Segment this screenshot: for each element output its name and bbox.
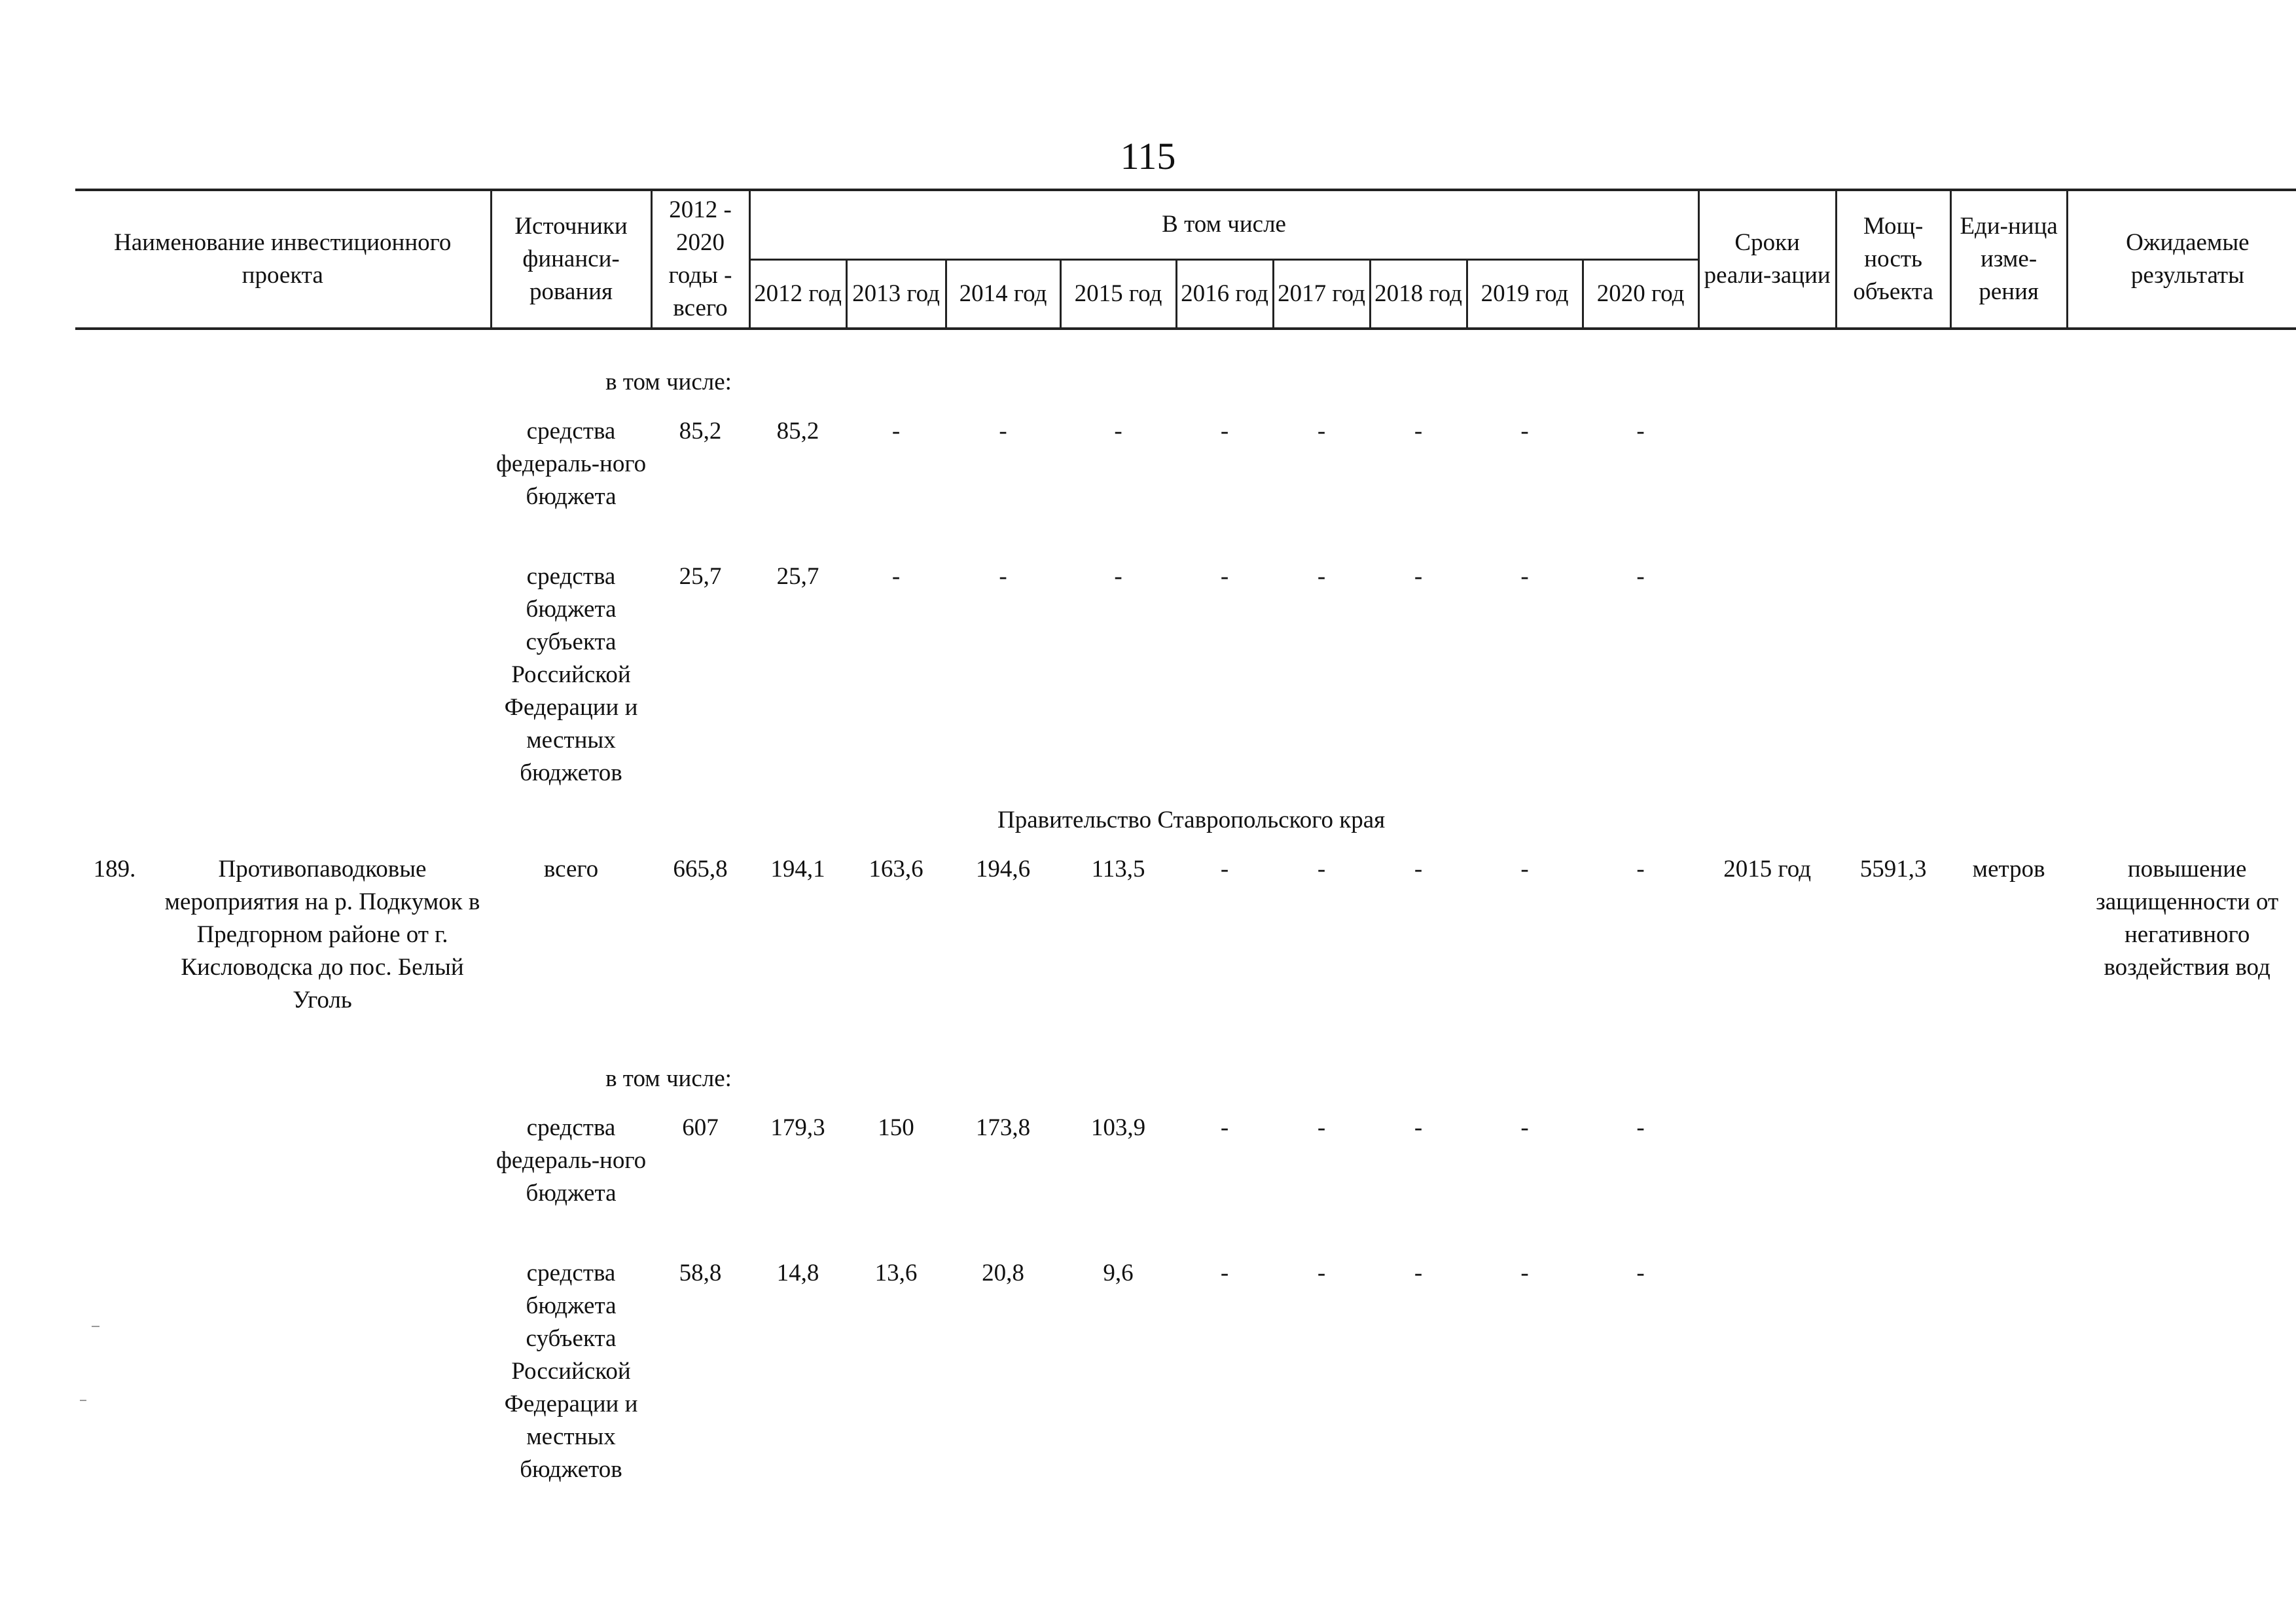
year-value: - (999, 418, 1007, 445)
total-value: 85,2 (679, 418, 722, 445)
table-row (75, 804, 2296, 853)
year-value: 103,9 (1090, 1114, 1146, 1141)
header-year: 2015 год (1060, 259, 1176, 329)
year-value: - (1636, 418, 1645, 445)
header-total: 2012 - 2020 годы - всего (651, 190, 749, 329)
header-including: В том числе (749, 190, 1698, 259)
capacity-value: 5591,3 (1859, 856, 1927, 883)
year-value: 13,6 (874, 1260, 918, 1286)
table-row (75, 1257, 2296, 1501)
header-name: Наименование инвестиционного проекта (75, 190, 491, 329)
year-value: - (1114, 563, 1122, 590)
header-terms: Сроки реали-зации (1698, 190, 1836, 329)
year-value: - (1636, 563, 1645, 590)
total-value: 58,8 (679, 1260, 722, 1286)
year-value: - (1520, 856, 1529, 883)
table-row (75, 1063, 2296, 1112)
year-value: 85,2 (776, 418, 819, 445)
header-sources: Источники финанси-рования (491, 190, 651, 329)
year-value: - (1220, 563, 1229, 590)
header-year: 2013 год (846, 259, 946, 329)
source-label: средства бюджета субъекта Российской Федерации и местных бюджетов (504, 563, 638, 786)
year-value: - (1414, 1260, 1423, 1286)
header-year: 2017 год (1273, 259, 1370, 329)
results-value: повышение защищенности от негативного воздействия вод (2096, 856, 2279, 981)
year-value: - (1520, 1260, 1529, 1286)
table-row (75, 1112, 2296, 1257)
year-value: - (1317, 1260, 1326, 1286)
scan-mark (92, 1326, 99, 1327)
source-label: средства федераль-ного бюджета (495, 418, 647, 510)
header-year: 2020 год (1583, 259, 1698, 329)
year-value: - (1317, 1114, 1326, 1141)
header-year: 2016 год (1176, 259, 1273, 329)
year-value: - (1414, 418, 1423, 445)
year-value: - (1520, 563, 1529, 590)
year-value: - (1220, 1114, 1229, 1141)
year-value: - (1414, 1114, 1423, 1141)
project-name: Противопаводковые мероприятия на р. Подкумок в Предгорном районе от г. Кисловодска до пос. Белый Уголь (164, 856, 480, 1013)
source-label: в том числе: (605, 369, 732, 395)
scan-mark (80, 1400, 86, 1401)
header-year: 2012 год (749, 259, 846, 329)
year-value: 194,1 (770, 856, 825, 883)
year-value: 113,5 (1091, 856, 1145, 883)
header-results: Ожидаемые результаты (2067, 190, 2296, 329)
source-label: всего (543, 856, 599, 883)
investment-table (75, 189, 2296, 1501)
year-value: - (1636, 1260, 1645, 1286)
organization-heading: Правительство Ставропольского края (997, 807, 1386, 833)
year-value: 9,6 (1103, 1260, 1134, 1286)
year-value: - (1220, 1260, 1229, 1286)
header-unit: Еди-ница изме-рения (1950, 190, 2067, 329)
year-value: - (1414, 563, 1423, 590)
table-row (75, 560, 2296, 804)
total-value: 25,7 (679, 563, 722, 590)
year-value: - (1520, 418, 1529, 445)
unit-value: метров (1972, 856, 2045, 883)
source-label: средства бюджета субъекта Российской Федерации и местных бюджетов (504, 1260, 638, 1483)
terms-value: 2015 год (1723, 856, 1812, 883)
year-value: 173,8 (975, 1114, 1031, 1141)
year-value: - (999, 563, 1007, 590)
year-value: - (1220, 856, 1229, 883)
year-value: - (1317, 418, 1326, 445)
year-value: - (891, 418, 901, 445)
year-value: - (1636, 856, 1645, 883)
total-value: 665,8 (673, 856, 728, 883)
year-value: - (1636, 1114, 1645, 1141)
year-value: - (1317, 856, 1326, 883)
year-value: 179,3 (770, 1114, 825, 1141)
year-value: - (891, 563, 901, 590)
row-index: 189. (93, 856, 136, 883)
header-row-1 (75, 190, 2296, 259)
year-value: 14,8 (776, 1260, 819, 1286)
year-value: 163,6 (869, 856, 924, 883)
table-row (75, 415, 2296, 560)
page-number: 115 (1120, 135, 1176, 177)
year-value: 150 (878, 1114, 914, 1141)
year-value: 194,6 (975, 856, 1031, 883)
year-value: - (1414, 856, 1423, 883)
year-value: 25,7 (776, 563, 819, 590)
header-year: 2019 год (1467, 259, 1583, 329)
source-label: средства федераль-ного бюджета (495, 1114, 647, 1207)
year-value: - (1220, 418, 1229, 445)
total-value: 607 (682, 1114, 719, 1141)
source-label: в том числе: (605, 1065, 732, 1092)
table-row (75, 366, 2296, 415)
year-value: - (1114, 418, 1122, 445)
table-row (75, 853, 2296, 1063)
year-value: - (1317, 563, 1326, 590)
year-value: - (1520, 1114, 1529, 1141)
header-capacity: Мощ-ность объекта (1836, 190, 1950, 329)
header-year: 2018 год (1370, 259, 1467, 329)
year-value: 20,8 (982, 1260, 1024, 1286)
header-year: 2014 год (946, 259, 1060, 329)
